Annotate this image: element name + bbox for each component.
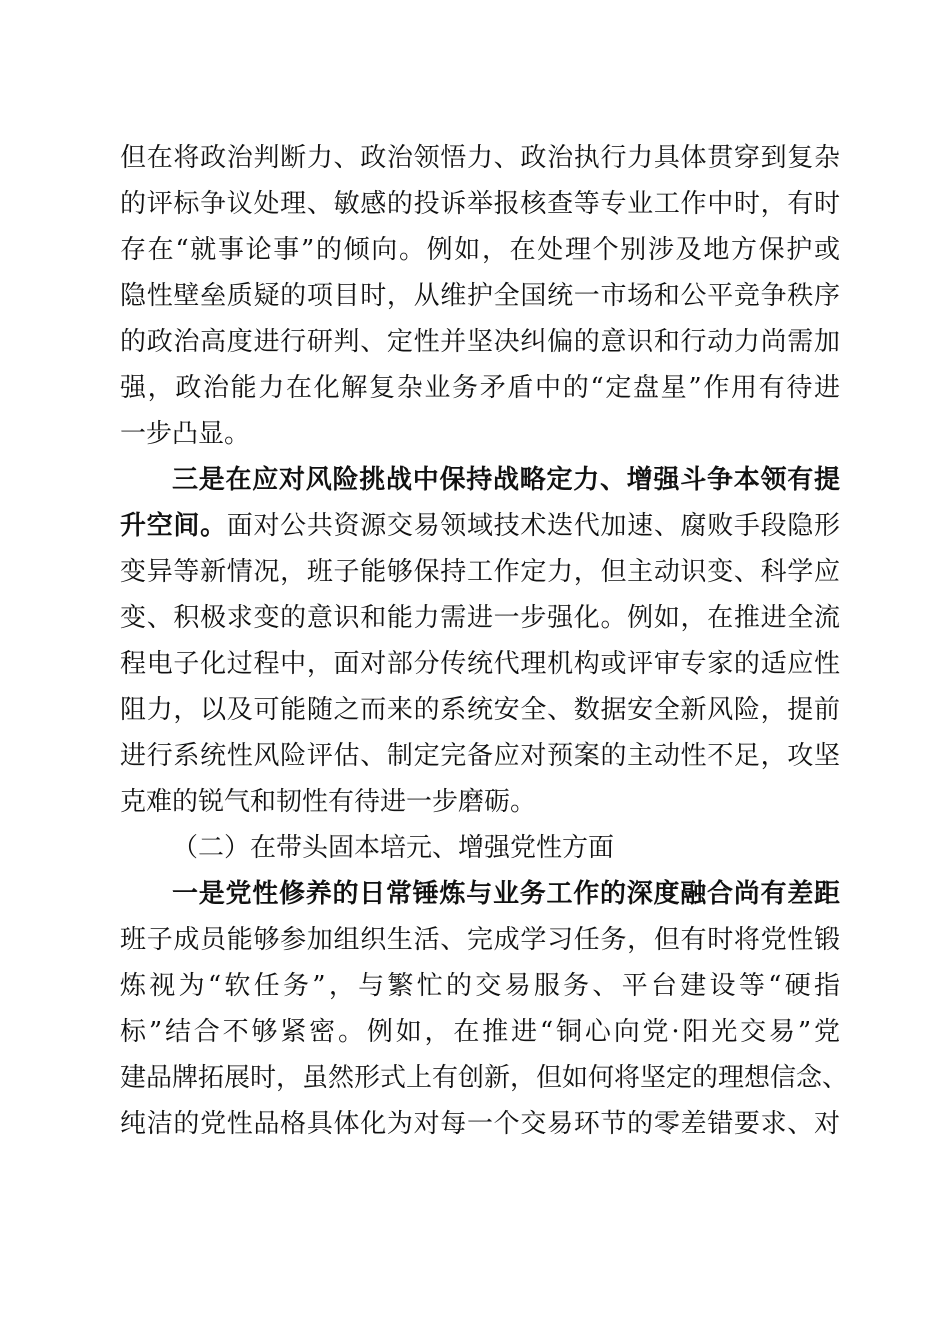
text-line: 标”结合不够紧密。例如，在推进“铜心向党·阳光交易”党 — [120, 1017, 840, 1047]
text-line: 克难的锐气和韧性有待进一步磨砺。 — [120, 787, 537, 817]
text-line: 但在将政治判断力、政治领悟力、政治执行力具体贯穿到复杂 — [120, 143, 840, 173]
text-line: 进行系统性风险评估、制定完备应对预案的主动性不足，攻坚 — [120, 741, 840, 771]
text-line: 阻力，以及可能随之而来的系统安全、数据安全新风险，提前 — [120, 695, 840, 725]
bold-subheading-line: 一是党性修养的日常锤炼与业务工作的深度融合尚有差距 — [172, 879, 840, 909]
text-line: 变、积极求变的意识和能力需进一步强化。例如，在推进全流 — [120, 603, 840, 633]
section-heading: （二）在带头固本培元、增强党性方面 — [172, 833, 615, 863]
text-line: 的评标争议处理、敏感的投诉举报核查等专业工作中时，有时 — [120, 189, 840, 219]
text-line: 隐性壁垒质疑的项目时，从维护全国统一市场和公平竞争秩序 — [120, 281, 840, 311]
text-line: 强，政治能力在化解复杂业务矛盾中的“定盘星”作用有待进 — [120, 373, 840, 403]
text-line: 班子成员能够参加组织生活、完成学习任务，但有时将党性锻 — [120, 925, 840, 955]
text-span: 面对公共资源交易领域技术迭代加速、腐败手段隐形 — [226, 511, 840, 541]
text-line: 建品牌拓展时，虽然形式上有创新，但如何将坚定的理想信念、 — [120, 1063, 849, 1093]
bold-subheading-line: 三是在应对风险挑战中保持战略定力、增强斗争本领有提 — [172, 465, 840, 495]
text-line: 一步凸显。 — [120, 419, 251, 449]
text-line-mixed — [120, 504, 840, 548]
text-line: 程电子化过程中，面对部分传统代理机构或评审专家的适应性 — [120, 649, 840, 679]
text-line: 存在“就事论事”的倾向。例如，在处理个别涉及地方保护或 — [120, 235, 840, 265]
text-line: 变异等新情况，班子能够保持工作定力，但主动识变、科学应 — [120, 557, 840, 587]
bold-subheading-tail: 升空间。 — [120, 511, 227, 541]
text-line: 的政治高度进行研判、定性并坚决纠偏的意识和行动力尚需加 — [120, 327, 840, 357]
text-line: 炼视为“软任务”，与繁忙的交易服务、平台建设等“硬指 — [120, 971, 840, 1001]
text-line: 纯洁的党性品格具体化为对每一个交易环节的零差错要求、对 — [120, 1109, 840, 1139]
